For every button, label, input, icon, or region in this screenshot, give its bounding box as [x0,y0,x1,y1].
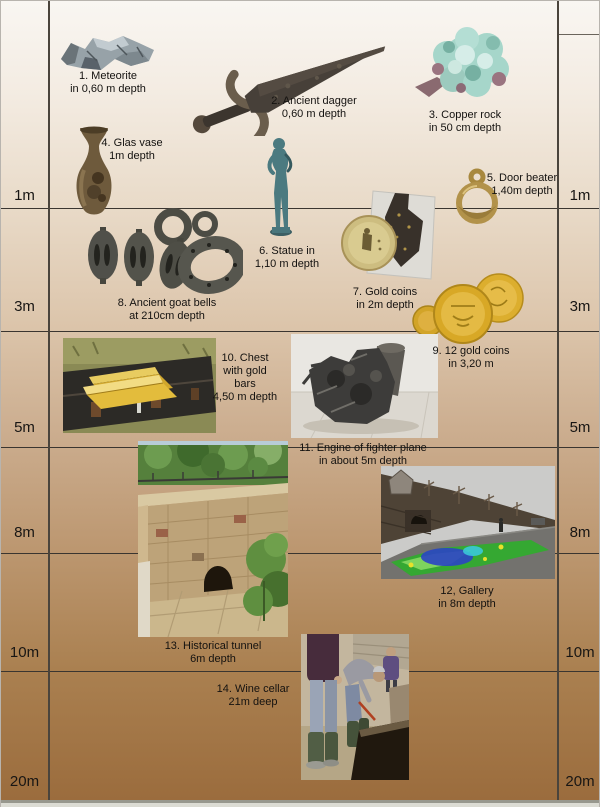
caption-fighter-engine: 11. Engine of fighter plane in about 5m depth [299,442,427,467]
caption-historical-tunnel: 13. Historical tunnel 6m depth [164,640,262,665]
depth-label-right-3m: 3m [569,298,591,315]
depth-label-right-1m: 1m [569,187,591,204]
chest-gold-bars-photo [63,338,216,433]
caption-copper-rock: 3. Copper rock in 50 cm depth [428,109,502,134]
statue-image [264,135,298,239]
historical-tunnel-photo [138,441,288,637]
depth-label-left-1m: 1m [14,187,35,204]
copper-rock-image [407,25,525,109]
caption-meteorite: 1. Meteorite in 0,60 m depth [70,70,146,95]
caption-chest: 10. Chest with gold bars 4,50 m depth [212,352,278,403]
left-axis-line [48,1,50,807]
caption-glass-vase: 4. Glas vase 1m depth [101,137,163,162]
gallery-photo [381,466,555,579]
gold-coins-image [339,187,441,283]
right-axis-line [557,1,559,807]
depth-label-left-8m: 8m [14,524,35,541]
goat-bells-image [81,207,243,295]
caption-wine-cellar: 14. Wine cellar 21m deep [216,683,290,708]
depth-label-left-3m: 3m [14,298,35,315]
surface-tick-line [557,34,600,35]
depth-label-right-8m: 8m [569,524,591,541]
caption-dagger: 2. Ancient dagger 0,60 m depth [271,95,357,120]
depth-label-left-20m: 20m [9,773,40,790]
bottom-edge [1,803,600,807]
depth-label-right-10m: 10m [565,644,595,661]
caption-twelve-gold-coins: 9. 12 gold coins in 3,20 m [432,345,510,370]
caption-gallery: 12, Gallery in 8m depth [438,585,496,610]
depth-label-left-5m: 5m [14,419,35,436]
wine-cellar-photo [301,634,409,780]
caption-statue: 6. Statue in 1,10 m depth [254,245,320,270]
caption-gold-coins: 7. Gold coins in 2m depth [352,286,418,311]
depth-label-left-10m: 10m [9,644,40,661]
depth-label-right-5m: 5m [569,419,591,436]
depth-label-right-20m: 20m [565,773,595,790]
caption-door-beater: 5. Door beater 1,40m depth [486,172,558,197]
caption-goat-bells: 8. Ancient goat bells at 210cm depth [117,297,217,322]
